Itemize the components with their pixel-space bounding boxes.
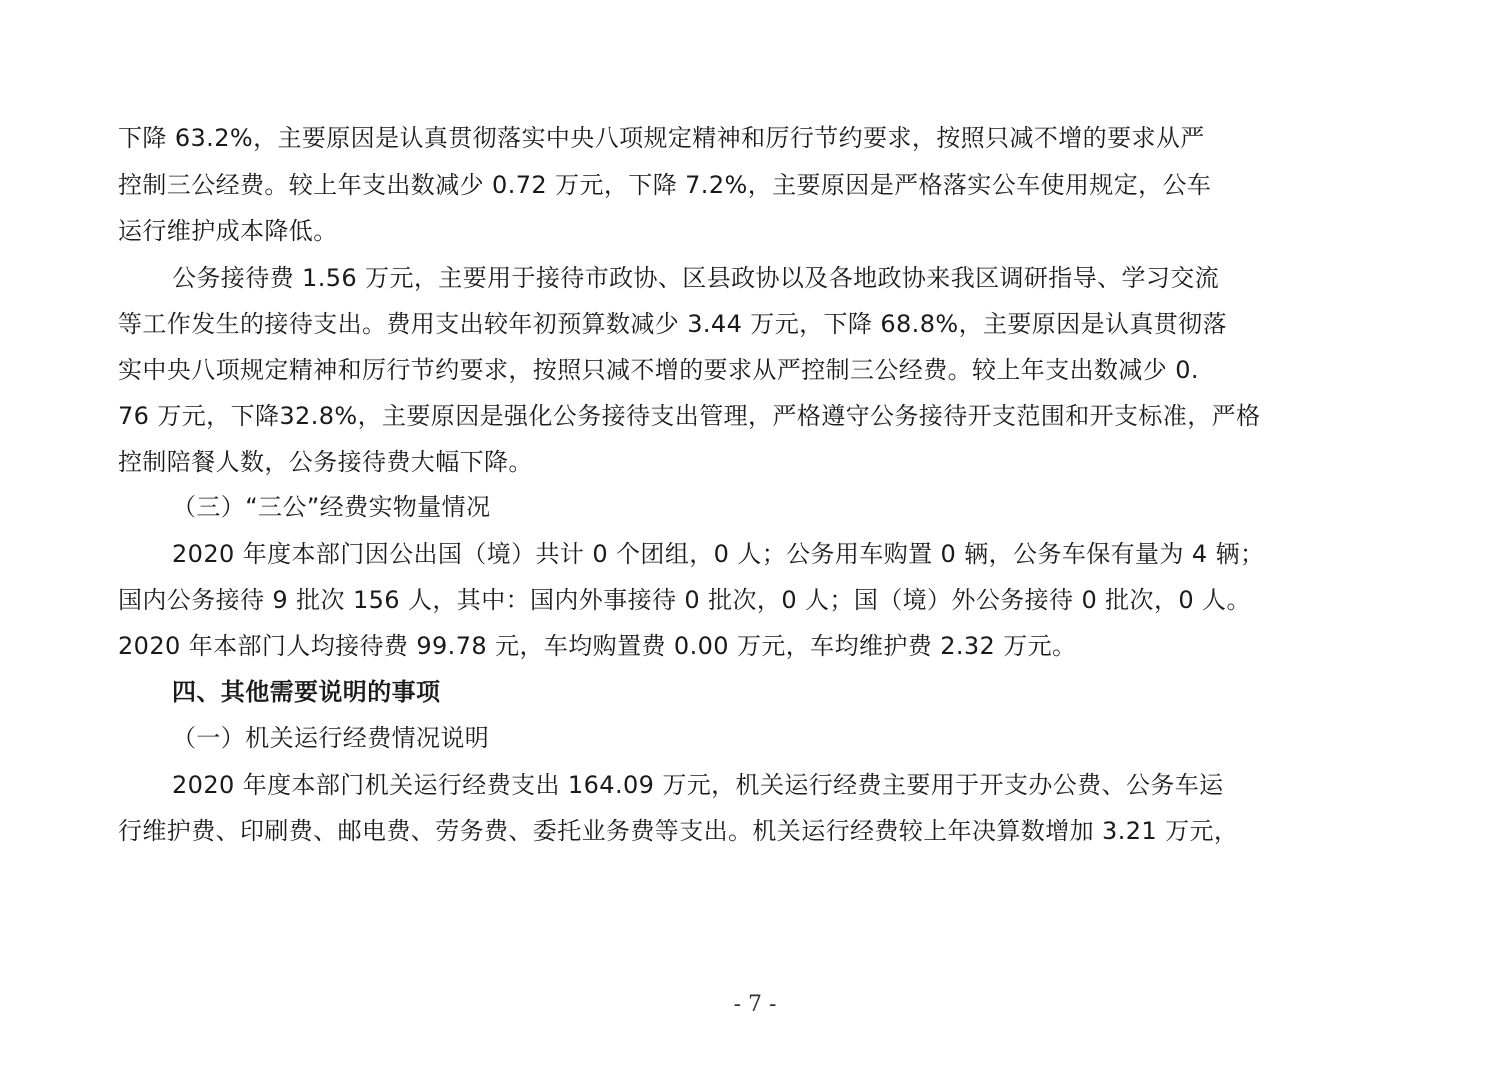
paragraph-line: 国内公务接待 9 批次 156 人，其中：国内外事接待 0 批次，0 人；国（境）外公务接待 0 批次，0 人。 <box>118 586 1251 614</box>
section-heading-bold: 四、其他需要说明的事项 <box>172 678 441 706</box>
paragraph-line: 2020 年度本部门机关运行经费支出 164.09 万元，机关运行经费主要用于开支办公费、公务车运 <box>172 771 1224 799</box>
paragraph-line: 2020 年本部门人均接待费 99.78 元，车均购置费 0.00 万元，车均维护费 2.32 万元。 <box>118 632 1077 660</box>
paragraph-line: 等工作发生的接待支出。费用支出较年初预算数减少 3.44 万元，下降 68.8%，主要原因是认真贯彻落 <box>118 310 1227 338</box>
paragraph-line: 公务接待费 1.56 万元，主要用于接待市政协、区县政协以及各地政协来我区调研指导、学习交流 <box>172 264 1220 292</box>
subsection-heading: （一）机关运行经费情况说明 <box>172 724 490 752</box>
paragraph-line: 2020 年度本部门因公出国（境）共计 0 个团组，0 人；公务用车购置 0 辆，公务车保有量为 4 辆； <box>172 540 1265 568</box>
paragraph-line: 控制陪餐人数，公务接待费大幅下降。 <box>118 448 533 476</box>
paragraph-line: 行维护费、印刷费、邮电费、劳务费、委托业务费等支出。机关运行经费较上年决算数增加 3.21 万元， <box>118 817 1239 845</box>
section-heading: （三）“三公”经费实物量情况 <box>172 493 491 521</box>
paragraph-line: 下降 63.2%，主要原因是认真贯彻落实中央八项规定精神和厉行节约要求，按照只减不增的要求从严 <box>118 124 1205 152</box>
paragraph-line: 运行维护成本降低。 <box>118 217 338 245</box>
paragraph-line: 实中央八项规定精神和厉行节约要求，按照只减不增的要求从严控制三公经费。较上年支出数减少 0. <box>118 356 1199 384</box>
page-number: - 7 - <box>733 992 777 1017</box>
paragraph-line: 控制三公经费。较上年支出数减少 0.72 万元，下降 7.2%，主要原因是严格落实公车使用规定，公车 <box>118 171 1212 199</box>
paragraph-line: 76 万元，下降32.8%，主要原因是强化公务接待支出管理，严格遵守公务接待开支范围和开支标准，严格 <box>118 402 1261 430</box>
